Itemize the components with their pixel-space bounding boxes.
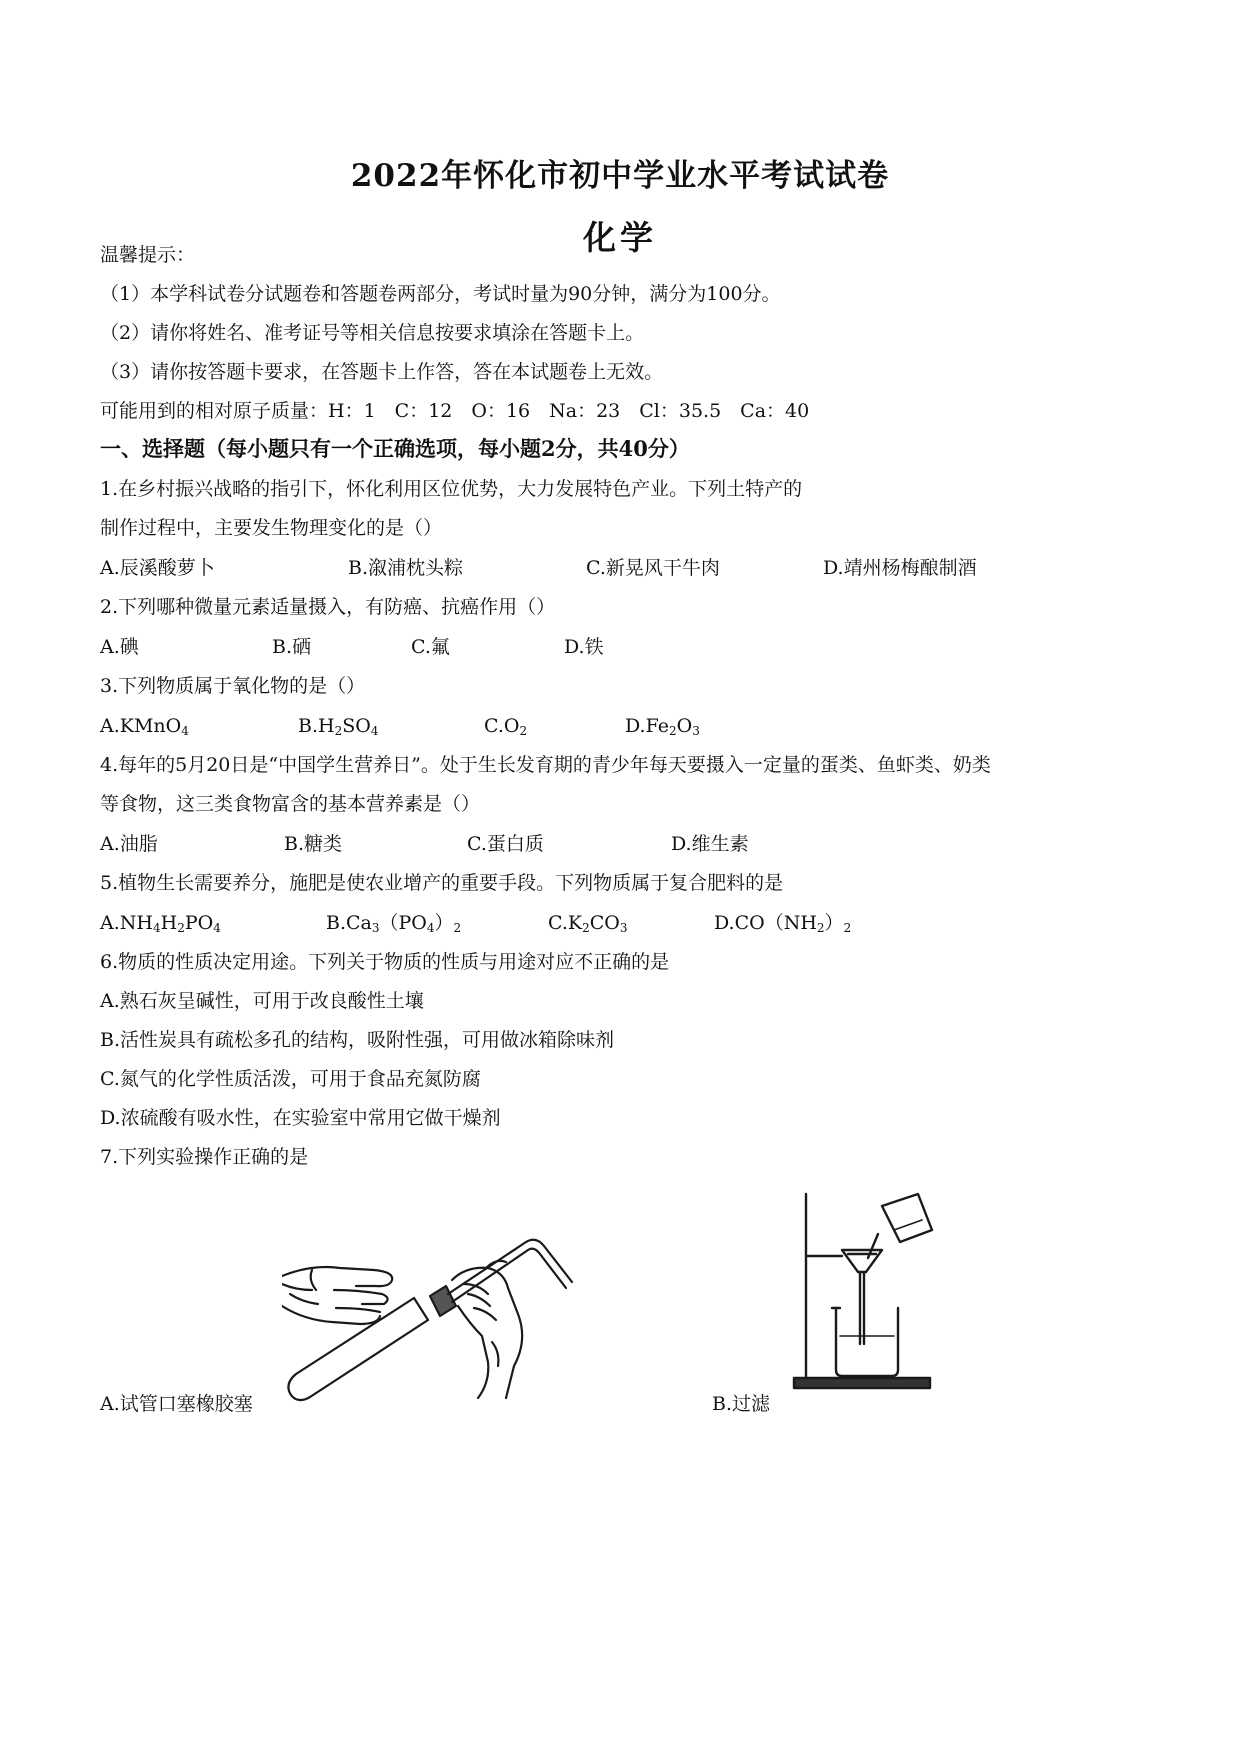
q1-option-a: A.辰溪酸萝卜 [100,557,215,579]
stopper-insertion-illustration [282,1232,600,1410]
q4-option-a: A.油脂 [100,833,158,855]
q6-option-b: B.活性炭具有疏松多孔的结构，吸附性强，可用做冰箱除味剂 [100,1029,615,1051]
question-4-stem: 4.每年的5月20日是“中国学生营养日”。处于生长发育期的青少年每天要摄入一定量的蛋类、鱼虾类、奶类 [100,754,991,776]
question-6-stem: 6.物质的性质决定用途。下列关于物质的性质与用途对应不正确的是 [100,951,670,973]
q3-option-d: $D.Fe_2O_3$ [625,715,700,738]
q1-option-b: B.溆浦枕头粽 [348,557,464,579]
q5-option-a: $A.NH_4H_2PO_4$ [100,912,221,935]
q4-option-b: B.糖类 [284,833,343,855]
q2-option-a: A.碘 [100,636,139,658]
question-1-stem: 1.在乡村振兴战略的指引下，怀化利用区位优势，大力发展特色产业。下列土特产的 [100,478,803,500]
question-7-stem: 7.下列实验操作正确的是 [100,1146,309,1168]
question-5-stem: 5.植物生长需要养分，施肥是使农业增产的重要手段。下列物质属于复合肥料的是 [100,872,784,894]
exam-title: 2022年怀化市初中学业水平考试试卷 [350,158,890,194]
filtration-illustration [790,1190,950,1400]
q6-option-a: A.熟石灰呈碱性，可用于改良酸性土壤 [100,990,424,1012]
question-4-stem-cont: 等食物，这三类食物富含的基本营养素是（） [100,793,481,815]
q3-option-b: $B.H_2SO_4$ [298,715,379,738]
q6-option-d: D.浓硫酸有吸水性，在实验室中常用它做干燥剂 [100,1107,501,1129]
q5-option-b: $B.Ca_3(PO_4)_2$ [326,912,462,935]
q2-option-d: D.铁 [564,636,604,658]
q5-option-d: $D.CO(NH_2)_2$ [714,912,852,935]
section-heading: 一、选择题（每小题只有一个正确选项，每小题2分，共40分） [100,436,690,461]
q4-option-c: C.蛋白质 [467,833,544,855]
tips-heading: 温馨提示： [100,244,196,266]
q4-option-d: D.维生素 [671,833,749,855]
tip-item: （3）请你按答题卡要求，在答题卡上作答，答在本试题卷上无效。 [100,361,664,383]
question-3-stem: 3.下列物质属于氧化物的是（） [100,675,366,697]
q3-option-c: $C.O_2$ [484,715,528,738]
q1-option-c: C.新晃风干牛肉 [586,557,720,579]
tip-item: （2）请你将姓名、准考证号等相关信息按要求填涂在答题卡上。 [100,322,645,344]
q2-option-c: C.氟 [411,636,450,658]
q7-option-b: B.过滤 [712,1393,771,1415]
q7-option-a: A.试管口塞橡胶塞 [100,1393,253,1415]
q2-option-b: B.硒 [272,636,312,658]
subject-title: 化学 [583,218,657,257]
question-2-stem: 2.下列哪种微量元素适量摄入，有防癌、抗癌作用（） [100,596,556,618]
tip-item: （1）本学科试卷分试题卷和答题卷两部分，考试时量为90分钟，满分为100分。 [100,283,781,305]
q3-option-a: A.KMnO$_4$ [100,715,189,738]
question-1-stem-cont: 制作过程中，主要发生物理变化的是（） [100,517,443,539]
q5-option-c: $C.K_2CO_3$ [548,912,628,935]
atomic-mass-line: 可能用到的相对原子质量：H：1 C：12 O：16 Na：23 Cl：35.5 Ca：40 [100,400,810,422]
q6-option-c: C.氮气的化学性质活泼，可用于食品充氮防腐 [100,1068,481,1090]
q1-option-d: D.靖州杨梅酿制酒 [823,557,977,579]
